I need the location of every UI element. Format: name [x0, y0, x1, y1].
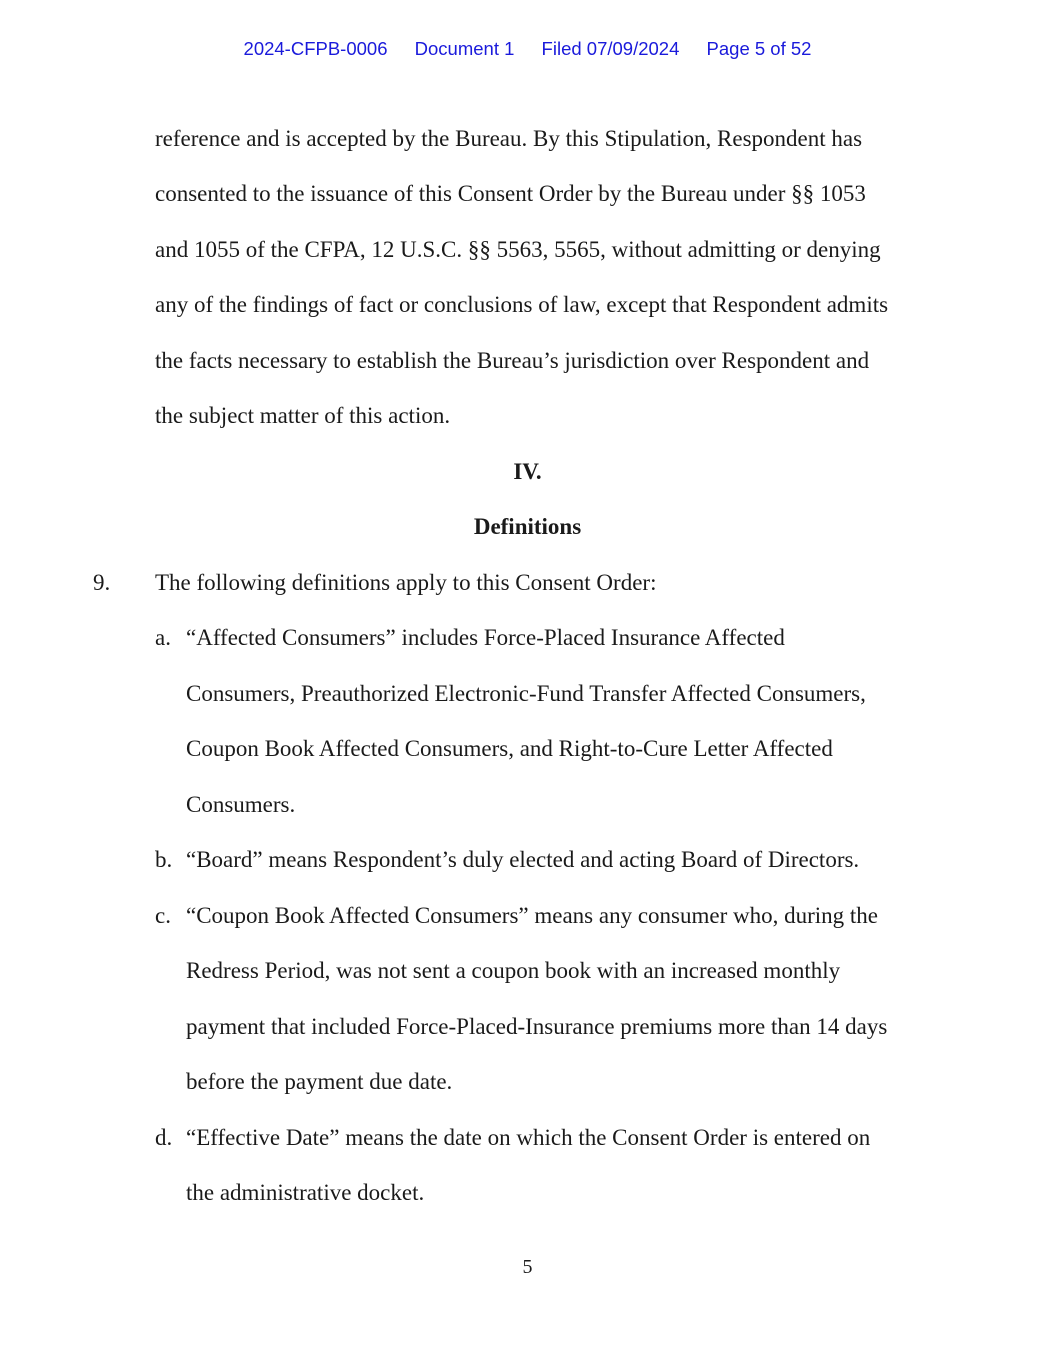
definition-d-line-1: “Effective Date” means the date on which the Consent Order is entered on [186, 1125, 871, 1150]
definition-a-letter: a. [155, 625, 171, 650]
intro-line-6: the subject matter of this action. [155, 403, 451, 428]
definition-a-line-2: Consumers, Preauthorized Electronic-Fund Transfer Affected Consumers, [186, 681, 866, 706]
intro-line-2: consented to the issuance of this Consent Order by the Bureau under §§ 1053 [155, 181, 866, 206]
paragraph-number: 9. [93, 570, 111, 595]
page-number: 5 [522, 1256, 533, 1278]
intro-line-5: the facts necessary to establish the Bureau’s jurisdiction over Respondent and [155, 348, 870, 373]
case-number: 2024-CFPB-0006 [243, 38, 388, 59]
definition-b-letter: b. [155, 847, 173, 872]
intro-line-1: reference and is accepted by the Bureau. By this Stipulation, Respondent has [155, 126, 863, 151]
section-title: Definitions [473, 514, 582, 539]
definition-d-letter: d. [155, 1125, 173, 1150]
definition-c-line-3: payment that included Force-Placed-Insurance premiums more than 14 days [186, 1014, 888, 1039]
definition-d-line-2: the administrative docket. [186, 1180, 425, 1205]
definition-c-line-4: before the payment due date. [186, 1069, 453, 1094]
definition-c-line-1: “Coupon Book Affected Consumers” means any consumer who, during the [186, 903, 878, 928]
filed-date: Filed 07/09/2024 [541, 38, 680, 59]
definition-a-line-3: Coupon Book Affected Consumers, and Right-to-Cure Letter Affected [186, 736, 833, 761]
page-indicator: Page 5 of 52 [706, 38, 812, 59]
paragraph-text: The following definitions apply to this Consent Order: [155, 570, 657, 595]
definition-a-line-1: “Affected Consumers” includes Force-Placed Insurance Affected [186, 625, 785, 650]
definition-a-line-4: Consumers. [186, 792, 296, 817]
definition-b-line-1: “Board” means Respondent’s duly elected and acting Board of Directors. [186, 847, 860, 872]
definition-c-line-2: Redress Period, was not sent a coupon book with an increased monthly [186, 958, 841, 983]
definition-c-letter: c. [155, 903, 171, 928]
intro-line-3: and 1055 of the CFPA, 12 U.S.C. §§ 5563, 5565, without admitting or denying [155, 237, 881, 262]
document-label: Document 1 [414, 38, 515, 59]
section-number: IV. [513, 459, 542, 484]
intro-line-4: any of the findings of fact or conclusions of law, except that Respondent admits [155, 292, 889, 317]
docket-header [0, 38, 1055, 60]
